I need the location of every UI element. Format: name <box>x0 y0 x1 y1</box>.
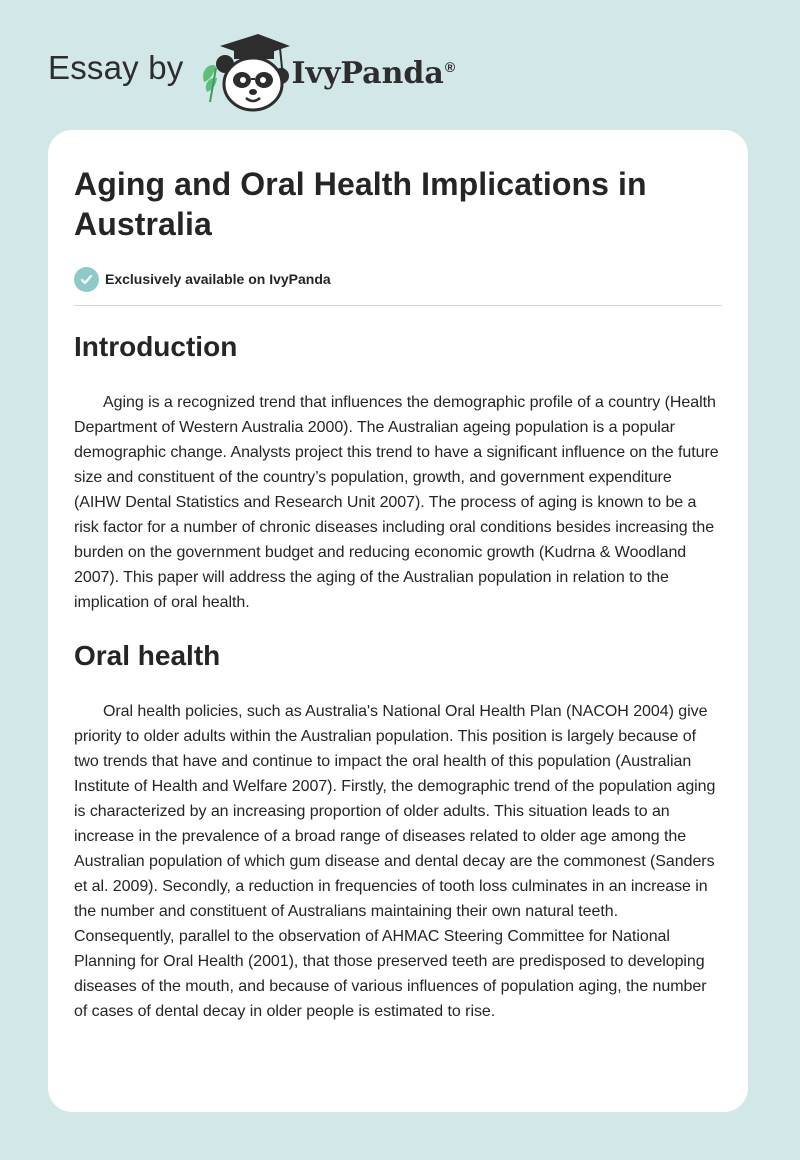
panda-graduate-icon <box>198 32 290 112</box>
section-introduction <box>74 330 722 615</box>
exclusive-badge <box>74 266 722 292</box>
essay-card <box>48 130 748 1112</box>
page-title: Aging and Oral Health Implications in Australia <box>74 166 647 242</box>
brand-name <box>292 56 456 91</box>
exclusive-label: Exclusively available on IvyPanda <box>105 271 331 287</box>
title-divider <box>74 305 722 306</box>
section-paragraph: Oral health policies, such as Australia's National Oral Health Plan (NACOH 2004) give priority to older adults within the Australian population. This position is largely because of two trends that have and continue to impact the oral health of this population (Australian Institute of Health and Welfare 2007). Firstly, the demographic trend of the population aging is characterized by an increasing proportion of older adults. This situation leads to an increase in the prevalence of a broad range of diseases related to older age among the Australian population of which gum disease and dental decay are the commonest (Sanders et al. 2009). Secondly, a reduction in frequencies of tooth loss culminates in an increase in the number and constituent of Australians maintaining their own natural teeth. Consequently, parallel to the observation of AHMAC Steering Committee for National Planning for Oral Health (2001), that those preserved teeth are predisposed to developing diseases of the mouth, and because of various influences of population aging, the number of cases of dental decay in older people is estimated to rise. <box>74 703 716 1020</box>
registered-mark: ® <box>444 58 456 75</box>
section-heading: Introduction <box>74 331 238 362</box>
brand-prefix: Essay by <box>48 49 184 86</box>
check-icon <box>74 267 99 292</box>
section-paragraph: Aging is a recognized trend that influences the demographic profile of a country (Health Department of Western Australia 2000). The Australian ageing population is a popular demographic change. Analysts project this trend to have a significant influence on the future size and constituent of the country’s population, growth, and government expenditure (AIHW Dental Statistics and Research Unit 2007). The process of aging is known to be a risk factor for a number of chronic diseases including oral conditions besides increasing the burden on the government budget and reducing economic growth (Kudrna & Woodland 2007). This paper will address the aging of the Australian population in relation to the implication of oral health. <box>74 394 719 611</box>
site-logo[interactable] <box>48 32 455 112</box>
section-heading: Oral health <box>74 640 221 671</box>
section-oral-health <box>74 639 722 1024</box>
brand-name-text: IvyPanda <box>291 55 444 91</box>
